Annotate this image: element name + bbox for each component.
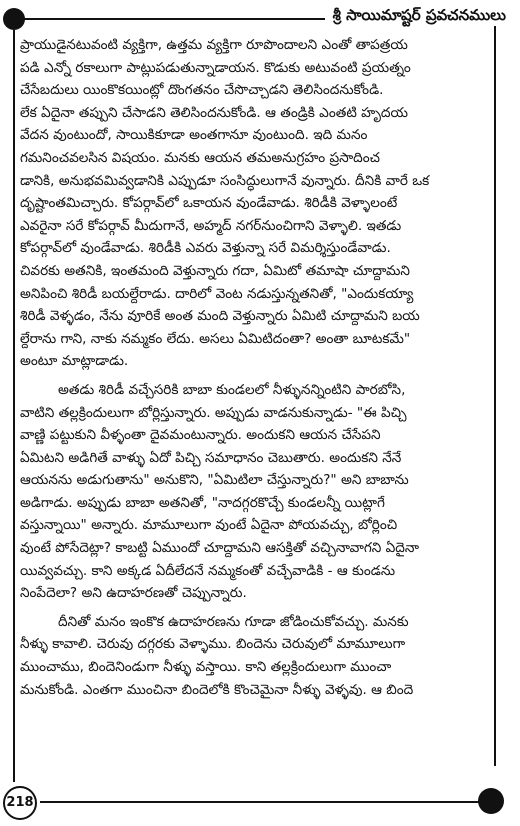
text-line: నింపేదెలా? అని ఉదాహరణతో చెప్పున్నారు. (20, 585, 247, 602)
text-line: ల్దేరాను గాని, నాకు నమ్మకం లేదు. అసలు ఏమిటిదంతా? అంతా బూటకమే" (20, 330, 411, 347)
text-line: పడి ఎన్నో రకాలుగా పాట్లుపడుతున్నాడాయన. కొడుకు అటువంటి ప్రయత్నం (20, 59, 411, 76)
text-line: వుంటే పోసేదెట్లా? కాబట్టి ఏముందో చూద్దామని ఆసక్తితో వచ్చినావాగని ఏదైనా (20, 540, 420, 557)
text-line: నీళ్ళు కావాలి. చెరువు దగ్గరకు వెళ్ళాము. బిందెను చెరువులో మామూలుగా (20, 636, 406, 653)
text-line: అనిపించి శిరిడీ బయల్దేరాడు. దారిలో వెంట నడుస్తున్నతనితో, "ఎందుకయ్యా (20, 285, 414, 302)
text-line: యివ్వవచ్చు. కాని అక్కడ ఏదీలేదనే నమ్మకంతో వచ్చేవాడికి - ఆ కుండను (20, 562, 396, 579)
text-line: ఎవరైనా సరే కోపర్గావ్ మీదుగానే, అహ్మద్ నగర్‌నుంచిగాని వెళ్ళాలి. ఇతడు (20, 217, 402, 234)
text-line: దృష్టాంతమిచ్చారు. కోపర్గావ్‌లో ఒకాయన వుండేవాడు. శిరిడీకి వెళ్ళాలంటే (20, 195, 398, 212)
text-line: వాటిని తల్లక్రిందులుగా బోర్లిస్తున్నారు. అప్పుడు వాడనుకున్నాడు- "ఈ పిచ్చి (20, 404, 407, 421)
text-line: ఆయనను అడుగుతాను" అనుకొని, "ఏమిటిలా చేస్తున్నారు?" అని బాబాను (20, 472, 409, 489)
text-line: ముంచాము, బిందెనిండుగా నీళ్ళు వస్తాయి. కాని తల్లక్రిందులుగా ముంచా (20, 659, 392, 676)
text-line: గమనించవలసిన విషయం. మనకు ఆయన తమఅనుగ్రహం ప్రసాదించ (20, 149, 381, 166)
text-line: చివరకు అతనికి, ఇంతమంది వెళ్తున్నారు గదా, ఏమిటో తమాషా చూద్దామని (20, 262, 410, 279)
text-line: ఏమిటని అడిగితే వాళ్ళు ఏదో పిచ్చి సమాధానం చెబుతారు. అందుకని నేనే (20, 449, 402, 466)
text-line: వాణ్ణి పట్టుకుని వీళ్ళంతా దైవమంటున్నారు. అందుకని ఆయన చేసేపని (20, 427, 381, 444)
text-line: దీనితో మనం ఇంకొక ఉదాహరణను గూడా జోడించుకోవచ్చు. మనకు (58, 613, 409, 630)
text-line: డానికి, అనుభవమివ్వడానికి ఎప్పుడూ సంసిద్ధులుగానే వున్నారు. దీనికి వారే ఒక (20, 172, 430, 189)
text-line: శిరిడీ వెళ్ళడం, నేను వూరికే అంత మంది వెళ్తున్నారు ఏమిటి చూద్దామని బయ (20, 308, 420, 325)
text-line: అంటూ మాట్లాడాడు. (20, 353, 129, 370)
text-line: ప్రాయుడైనటువంటి వ్యక్తిగా, ఉత్తమ వ్యక్తిగా రూపొందాలని ఎంతో తాపత్రయ (20, 37, 408, 53)
footer-rule (40, 801, 482, 803)
paragraph (20, 611, 496, 701)
text-line: కోపర్గావ్‌లో వుండేవాడు. శిరిడీకి ఎవరు వెళ్తున్నా సరే విమర్శిస్తుండేవాడు. (20, 240, 391, 257)
page-number: 218 (3, 786, 37, 820)
text-line: వేదన వుంటుందో, సాయికికూడా అంతగానూ వుంటుంది. ఇది మనం (20, 127, 368, 144)
text-line: చేసేబదులు యింకొకయింట్లో దొంగతనం చేసొచ్చాడని తెలిసిందనుకోండి. (20, 82, 384, 99)
left-margin-rule (13, 30, 15, 782)
text-line: మనుకోండి. ఎంతగా ముంచినా బిందెలోకి కొంచెమైనా నీళ్ళు వెళ్ళవు. ఆ బిందె (20, 681, 414, 698)
footer-ornament-dot (478, 788, 504, 814)
header-ornament-dot (3, 8, 25, 30)
text-line: లేక ఏదైనా తప్పుని చేసాడని తెలిసిందనుకోండి. ఆ తండ్రికి ఎంతటి హృదయ (20, 104, 408, 121)
running-header-title: శ్రీ సాయిమాష్టర్ ప్రవచనములు (325, 2, 506, 28)
text-line: అడిగాడు. అప్పుడు బాబా అతనితో, "నాదగ్గరకొచ్చే కుండలన్నీ యిట్లాగే (20, 494, 385, 511)
text-line: వస్తున్నాయి" అన్నారు. మామూలుగా వుంటే ఏదైనా పోయవచ్చు, బోర్లించి (20, 517, 398, 534)
text-line: అతడు శిరిడీ వచ్చేసరికి బాబా కుండలలో నీళ్ళునన్నింటిని పారబోసి, (58, 381, 406, 398)
paragraph (20, 34, 496, 373)
body-text (20, 34, 496, 701)
paragraph (20, 379, 496, 605)
